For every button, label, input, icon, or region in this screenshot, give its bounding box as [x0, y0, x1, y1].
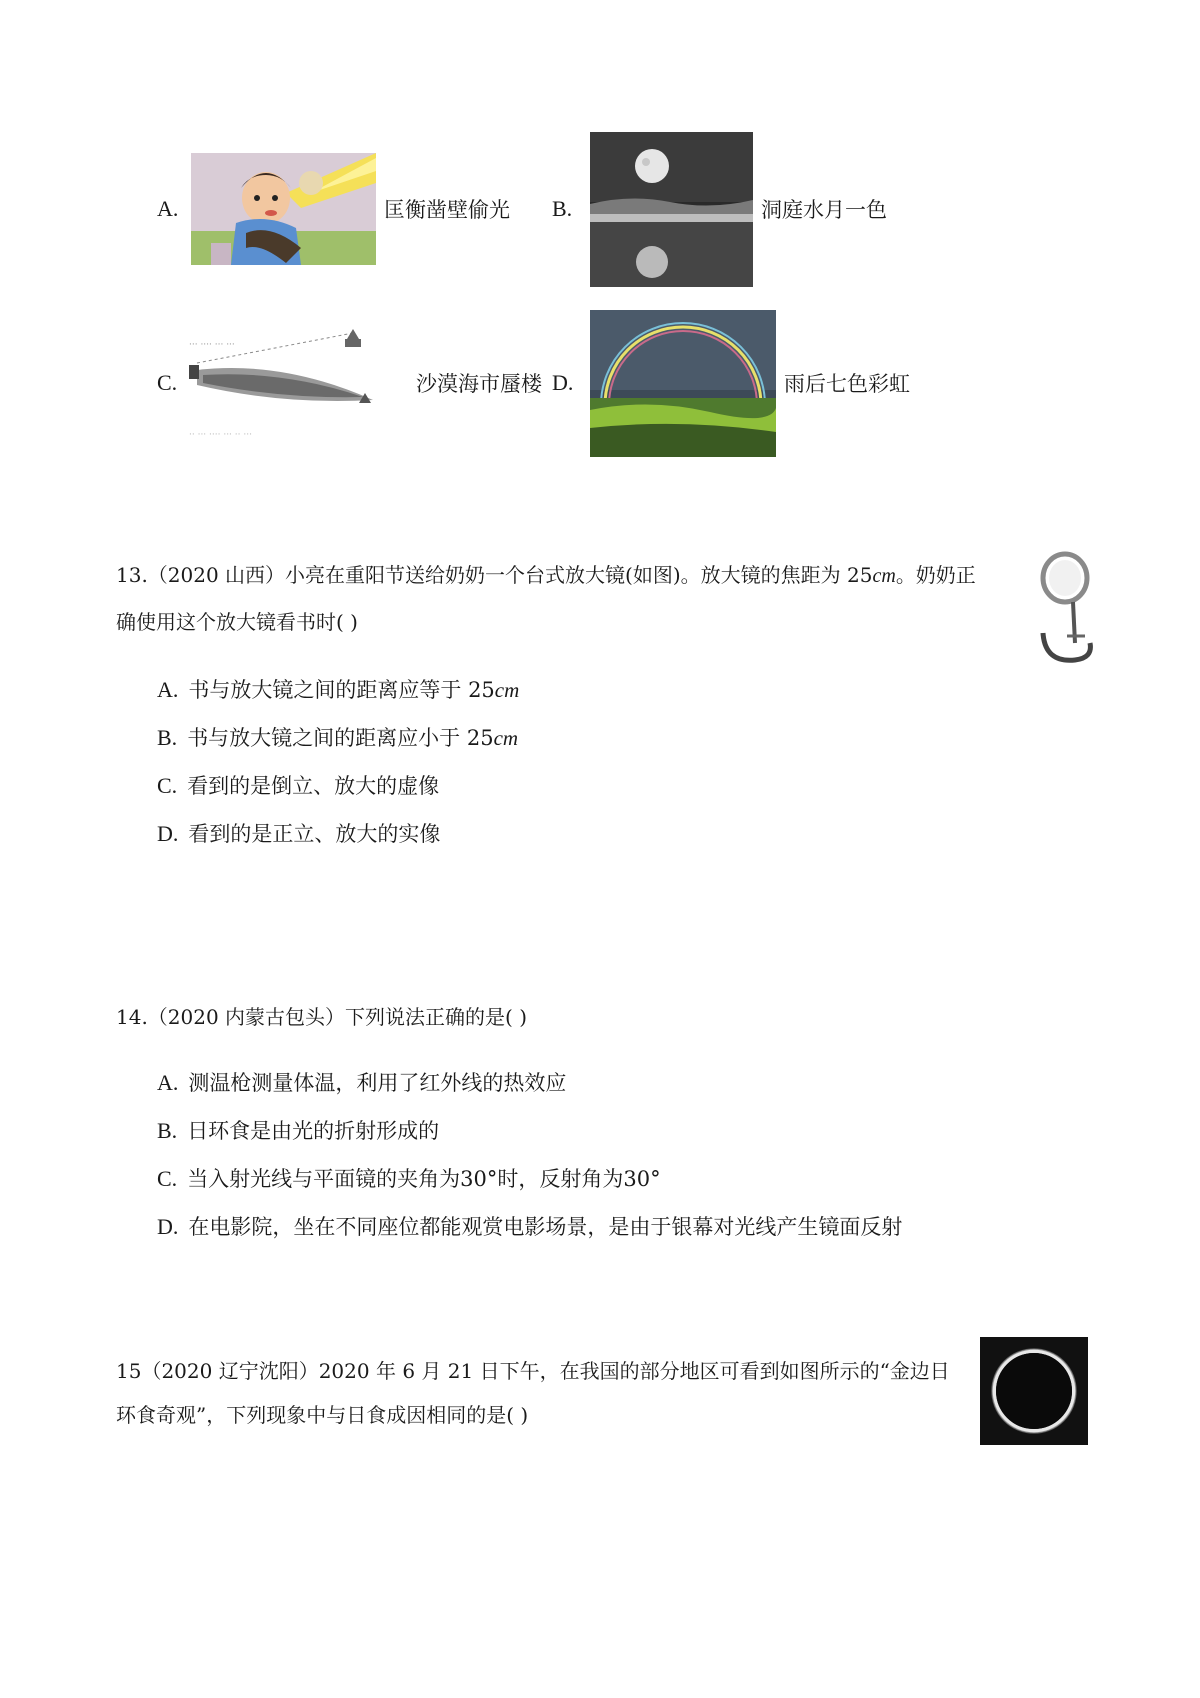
choice-c	[157, 1164, 661, 1194]
question-stem-line1	[116, 560, 976, 591]
choice-letter: A.	[157, 677, 179, 702]
question-stem: 14.（2020 内蒙古包头）下列说法正确的是( )	[116, 1005, 528, 1029]
choice-letter: C.	[157, 1166, 178, 1191]
unit: cm	[493, 726, 519, 750]
choice-text: 日环食是由光的折射形成的	[187, 1119, 440, 1143]
choice-text: 看到的是倒立、放大的虚像	[187, 774, 440, 798]
choice-letter: C.	[157, 773, 178, 798]
svg-text:··· ···· ··· ···: ··· ···· ··· ···	[189, 340, 235, 350]
option-caption: 雨后七色彩虹	[784, 372, 910, 396]
stem-text: 。奶奶正	[895, 563, 976, 587]
rainbow-photo	[590, 310, 776, 457]
choice-text: 看到的是正立、放大的实像	[188, 822, 441, 846]
mirage-diagram	[183, 325, 408, 445]
choice-a	[157, 675, 519, 705]
choice-b	[157, 1116, 439, 1146]
option-caption: 洞庭水月一色	[761, 198, 887, 222]
choice-text: 书与放大镜之间的距离应等于 25	[188, 678, 495, 702]
choice-b	[157, 723, 518, 753]
choice-d	[157, 1212, 902, 1242]
option-letter: B.	[552, 196, 573, 221]
question-stem-line2: 环食奇观”，下列现象中与日食成因相同的是( )	[116, 1403, 529, 1427]
choice-c	[157, 771, 439, 801]
option-letter: D.	[552, 370, 574, 395]
option-letter: C.	[157, 370, 178, 395]
choice-letter: A.	[157, 1070, 179, 1095]
annular-eclipse-photo	[980, 1337, 1088, 1445]
question-stem-line1: 15（2020 辽宁沈阳）2020 年 6 月 21 日下午，在我国的部分地区可看到如图所示的“金边日	[116, 1359, 950, 1383]
kuang-heng-illustration	[191, 153, 376, 265]
option-letter: A.	[157, 196, 179, 221]
magnifier-figure	[1035, 548, 1095, 666]
choice-text: 测温枪测量体温，利用了红外线的热效应	[188, 1071, 567, 1095]
unit: cm	[494, 678, 520, 702]
choice-d	[157, 819, 440, 849]
svg-text:·· ··· ···· ··· ·· ···: ·· ··· ···· ··· ·· ···	[189, 430, 252, 440]
moon-reflection-photo	[590, 132, 753, 287]
choice-letter: B.	[157, 725, 178, 750]
option-caption: 匡衡凿壁偷光	[384, 198, 510, 222]
option-caption: 沙漠海市蜃楼	[416, 372, 542, 396]
unit: cm	[872, 565, 896, 587]
choice-letter: D.	[157, 821, 179, 846]
choice-letter: D.	[157, 1214, 179, 1239]
choice-a	[157, 1068, 566, 1098]
choice-text: 在电影院，坐在不同座位都能观赏电影场景，是由于银幕对光线产生镜面反射	[188, 1215, 903, 1239]
question-stem-line2: 确使用这个放大镜看书时( )	[116, 610, 358, 634]
choice-letter: B.	[157, 1118, 178, 1143]
choice-text: 当入射光线与平面镜的夹角为30°时，反射角为30°	[187, 1167, 661, 1191]
choice-text: 书与放大镜之间的距离应小于 25	[187, 726, 494, 750]
stem-text: 13.（2020 山西）小亮在重阳节送给奶奶一个台式放大镜(如图)。放大镜的焦距为 25	[116, 563, 873, 587]
